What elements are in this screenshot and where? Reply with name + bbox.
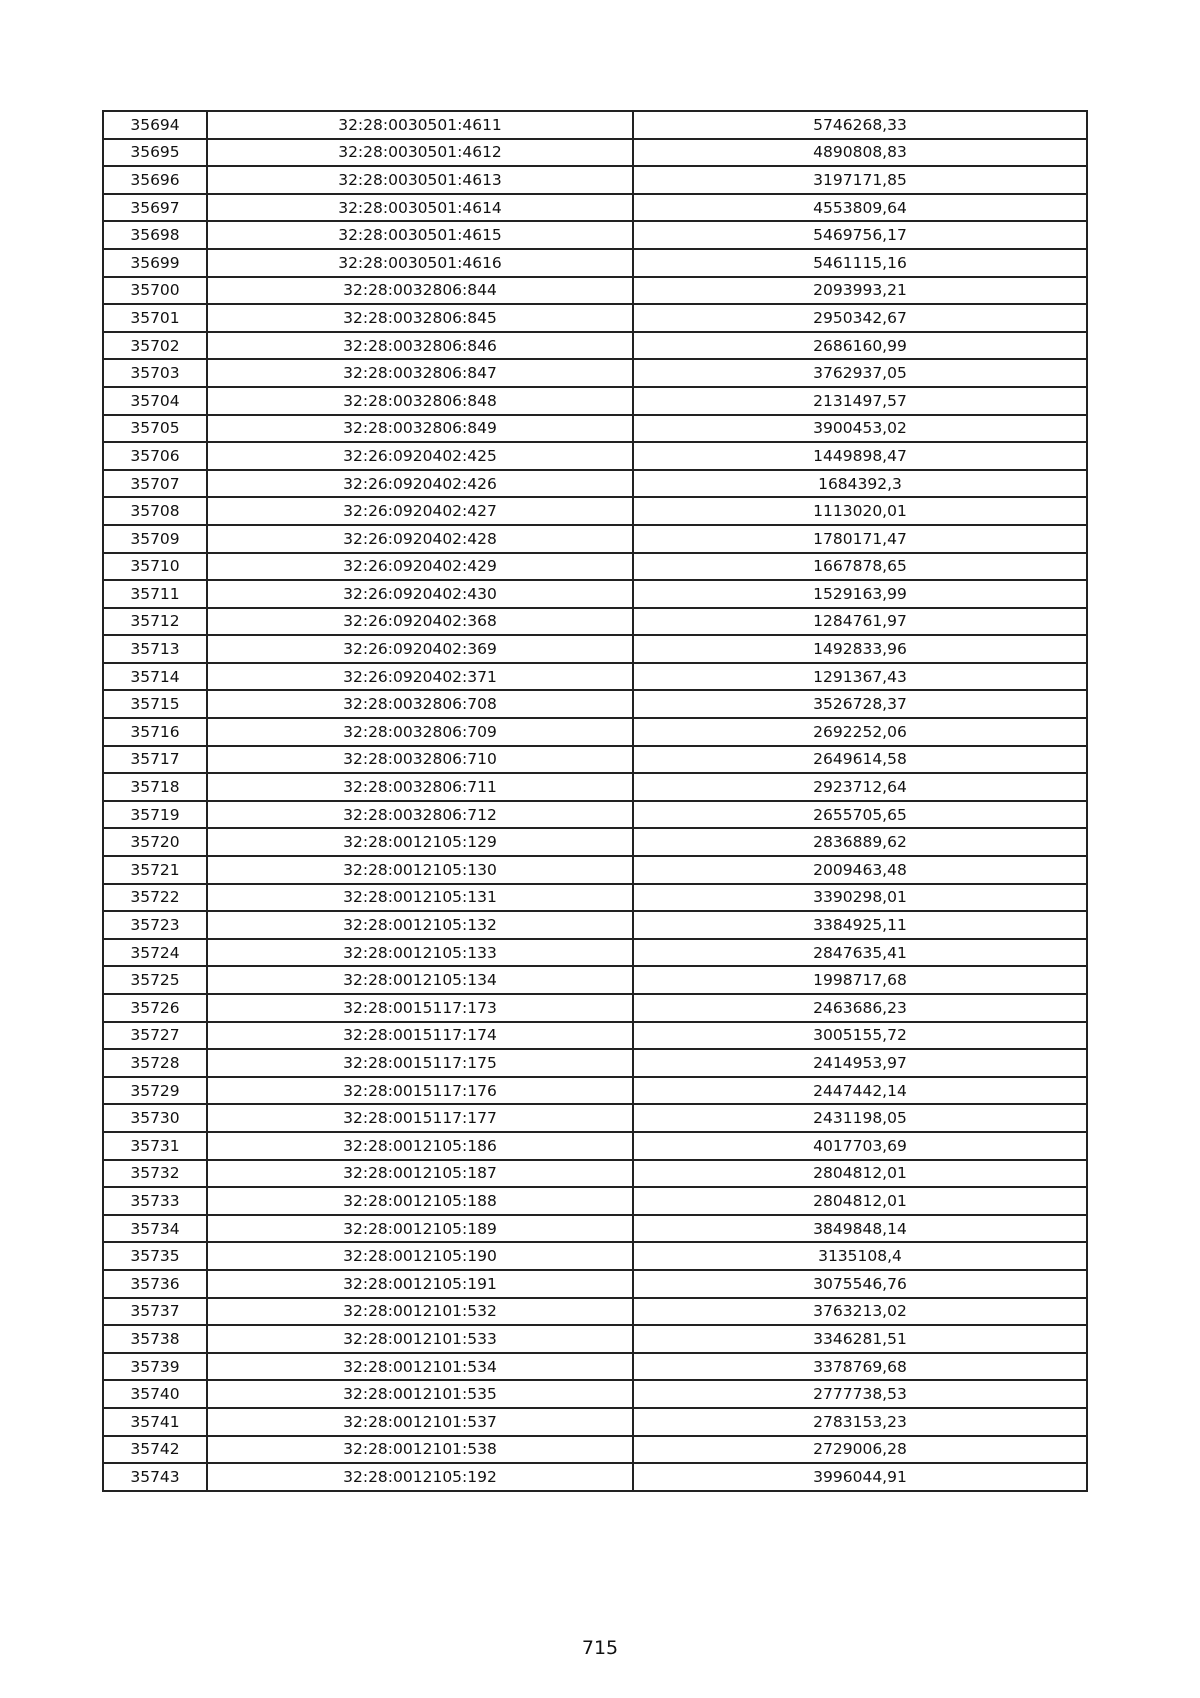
cadastral-value-cell: 2463686,23 — [633, 994, 1087, 1022]
cadastral-value-cell: 1284761,97 — [633, 608, 1087, 636]
table-row — [103, 746, 1087, 774]
cadastral-value-cell: 2093993,21 — [633, 277, 1087, 305]
cadastral-number-cell: 32:28:0030501:4614 — [207, 194, 633, 222]
cadastral-number-cell: 32:26:0920402:430 — [207, 580, 633, 608]
row-number-cell: 35708 — [103, 497, 207, 525]
row-number-cell: 35716 — [103, 718, 207, 746]
row-number-cell: 35730 — [103, 1104, 207, 1132]
table-row — [103, 553, 1087, 581]
table-row — [103, 1077, 1087, 1105]
row-number-cell: 35735 — [103, 1242, 207, 1270]
row-number-cell: 35741 — [103, 1408, 207, 1436]
table-row — [103, 442, 1087, 470]
cadastral-number-cell: 32:28:0032806:708 — [207, 690, 633, 718]
cadastral-value-cell: 2804812,01 — [633, 1160, 1087, 1188]
table-row — [103, 911, 1087, 939]
table-row — [103, 773, 1087, 801]
row-number-cell: 35700 — [103, 277, 207, 305]
cadastral-number-cell: 32:26:0920402:371 — [207, 663, 633, 691]
cadastral-number-cell: 32:26:0920402:425 — [207, 442, 633, 470]
row-number-cell: 35714 — [103, 663, 207, 691]
cadastral-number-cell: 32:28:0032806:710 — [207, 746, 633, 774]
table-row — [103, 939, 1087, 967]
row-number-cell: 35723 — [103, 911, 207, 939]
row-number-cell: 35709 — [103, 525, 207, 553]
row-number-cell: 35710 — [103, 553, 207, 581]
table-row — [103, 1380, 1087, 1408]
cadastral-number-cell: 32:28:0030501:4613 — [207, 166, 633, 194]
table-row — [103, 994, 1087, 1022]
table-row — [103, 525, 1087, 553]
table-row — [103, 387, 1087, 415]
table-row — [103, 1270, 1087, 1298]
cadastral-number-cell: 32:28:0032806:845 — [207, 304, 633, 332]
cadastral-number-cell: 32:28:0015117:176 — [207, 1077, 633, 1105]
cadastral-value-cell: 3996044,91 — [633, 1463, 1087, 1491]
row-number-cell: 35711 — [103, 580, 207, 608]
table-row — [103, 1463, 1087, 1491]
cadastral-value-cell: 3763213,02 — [633, 1298, 1087, 1326]
cadastral-value-cell: 2836889,62 — [633, 828, 1087, 856]
row-number-cell: 35697 — [103, 194, 207, 222]
cadastral-value-cell: 2923712,64 — [633, 773, 1087, 801]
table-row — [103, 884, 1087, 912]
cadastral-number-cell: 32:28:0030501:4616 — [207, 249, 633, 277]
cadastral-number-cell: 32:26:0920402:369 — [207, 635, 633, 663]
cadastral-number-cell: 32:28:0032806:849 — [207, 415, 633, 443]
row-number-cell: 35728 — [103, 1049, 207, 1077]
table-row — [103, 1022, 1087, 1050]
cadastral-value-cell: 1780171,47 — [633, 525, 1087, 553]
cadastral-number-cell: 32:28:0012105:186 — [207, 1132, 633, 1160]
cadastral-number-cell: 32:28:0012101:535 — [207, 1380, 633, 1408]
row-number-cell: 35719 — [103, 801, 207, 829]
row-number-cell: 35715 — [103, 690, 207, 718]
cadastral-number-cell: 32:28:0012105:187 — [207, 1160, 633, 1188]
cadastral-number-cell: 32:26:0920402:368 — [207, 608, 633, 636]
row-number-cell: 35724 — [103, 939, 207, 967]
cadastral-number-cell: 32:28:0012101:534 — [207, 1353, 633, 1381]
cadastral-number-cell: 32:26:0920402:427 — [207, 497, 633, 525]
cadastral-value-cell: 3346281,51 — [633, 1325, 1087, 1353]
cadastral-number-cell: 32:28:0012105:134 — [207, 966, 633, 994]
cadastral-number-cell: 32:28:0012105:133 — [207, 939, 633, 967]
cadastral-value-cell: 1529163,99 — [633, 580, 1087, 608]
page-number: 715 — [581, 1637, 619, 1659]
table-row — [103, 1160, 1087, 1188]
table-row — [103, 663, 1087, 691]
row-number-cell: 35737 — [103, 1298, 207, 1326]
cadastral-number-cell: 32:28:0012105:189 — [207, 1215, 633, 1243]
table-row — [103, 415, 1087, 443]
cadastral-value-cell: 3378769,68 — [633, 1353, 1087, 1381]
row-number-cell: 35733 — [103, 1187, 207, 1215]
cadastral-value-cell: 2692252,06 — [633, 718, 1087, 746]
cadastral-value-cell: 1113020,01 — [633, 497, 1087, 525]
cadastral-value-cell: 1998717,68 — [633, 966, 1087, 994]
row-number-cell: 35705 — [103, 415, 207, 443]
cadastral-number-cell: 32:26:0920402:426 — [207, 470, 633, 498]
row-number-cell: 35694 — [103, 111, 207, 139]
cadastral-number-cell: 32:28:0012105:130 — [207, 856, 633, 884]
table-row — [103, 497, 1087, 525]
table-row — [103, 221, 1087, 249]
cadastral-value-cell: 4553809,64 — [633, 194, 1087, 222]
cadastral-value-cell: 3005155,72 — [633, 1022, 1087, 1050]
row-number-cell: 35718 — [103, 773, 207, 801]
row-number-cell: 35704 — [103, 387, 207, 415]
cadastral-value-cell: 3197171,85 — [633, 166, 1087, 194]
cadastral-number-cell: 32:28:0032806:709 — [207, 718, 633, 746]
table-row — [103, 966, 1087, 994]
row-number-cell: 35702 — [103, 332, 207, 360]
table-row — [103, 1049, 1087, 1077]
cadastral-value-cell: 3075546,76 — [633, 1270, 1087, 1298]
cadastral-value-cell: 2804812,01 — [633, 1187, 1087, 1215]
cadastral-number-cell: 32:28:0012101:538 — [207, 1436, 633, 1464]
table-row — [103, 359, 1087, 387]
cadastral-value-cell: 2847635,41 — [633, 939, 1087, 967]
table-row — [103, 856, 1087, 884]
table-row — [103, 470, 1087, 498]
table-row — [103, 1104, 1087, 1132]
cadastral-value-cell: 3526728,37 — [633, 690, 1087, 718]
table-row — [103, 1408, 1087, 1436]
table-row — [103, 1215, 1087, 1243]
cadastral-number-cell: 32:28:0032806:844 — [207, 277, 633, 305]
table-row — [103, 277, 1087, 305]
row-number-cell: 35701 — [103, 304, 207, 332]
table-row — [103, 608, 1087, 636]
row-number-cell: 35721 — [103, 856, 207, 884]
row-number-cell: 35740 — [103, 1380, 207, 1408]
table-row — [103, 801, 1087, 829]
row-number-cell: 35738 — [103, 1325, 207, 1353]
cadastral-value-cell: 3762937,05 — [633, 359, 1087, 387]
row-number-cell: 35742 — [103, 1436, 207, 1464]
cadastral-number-cell: 32:28:0032806:846 — [207, 332, 633, 360]
cadastral-value-cell: 2131497,57 — [633, 387, 1087, 415]
cadastral-value-cell: 1684392,3 — [633, 470, 1087, 498]
cadastral-value-cell: 4017703,69 — [633, 1132, 1087, 1160]
cadastral-value-cell: 2729006,28 — [633, 1436, 1087, 1464]
cadastral-value-cell: 2686160,99 — [633, 332, 1087, 360]
cadastral-number-cell: 32:28:0032806:847 — [207, 359, 633, 387]
table-row — [103, 1242, 1087, 1270]
table-row — [103, 1436, 1087, 1464]
cadastral-number-cell: 32:28:0030501:4612 — [207, 139, 633, 167]
row-number-cell: 35729 — [103, 1077, 207, 1105]
cadastral-number-cell: 32:28:0012105:131 — [207, 884, 633, 912]
cadastral-value-cell: 3900453,02 — [633, 415, 1087, 443]
cadastral-value-cell: 2777738,53 — [633, 1380, 1087, 1408]
cadastral-number-cell: 32:28:0030501:4611 — [207, 111, 633, 139]
cadastral-value-cell: 5469756,17 — [633, 221, 1087, 249]
row-number-cell: 35739 — [103, 1353, 207, 1381]
cadastral-number-cell: 32:28:0030501:4615 — [207, 221, 633, 249]
cadastral-value-cell: 1291367,43 — [633, 663, 1087, 691]
row-number-cell: 35732 — [103, 1160, 207, 1188]
cadastral-number-cell: 32:28:0032806:711 — [207, 773, 633, 801]
row-number-cell: 35699 — [103, 249, 207, 277]
table-row — [103, 1353, 1087, 1381]
row-number-cell: 35720 — [103, 828, 207, 856]
cadastral-number-cell: 32:28:0015117:175 — [207, 1049, 633, 1077]
table-row — [103, 249, 1087, 277]
cadastral-number-cell: 32:28:0012105:190 — [207, 1242, 633, 1270]
cadastral-value-cell: 5746268,33 — [633, 111, 1087, 139]
cadastral-number-cell: 32:28:0012101:537 — [207, 1408, 633, 1436]
row-number-cell: 35722 — [103, 884, 207, 912]
cadastral-number-cell: 32:28:0012101:532 — [207, 1298, 633, 1326]
cadastral-value-cell: 2950342,67 — [633, 304, 1087, 332]
table-row — [103, 580, 1087, 608]
cadastral-number-cell: 32:28:0012105:192 — [207, 1463, 633, 1491]
table-row — [103, 828, 1087, 856]
cadastral-value-cell: 2447442,14 — [633, 1077, 1087, 1105]
table-body — [103, 111, 1087, 1491]
table-row — [103, 332, 1087, 360]
cadastral-number-cell: 32:28:0012105:132 — [207, 911, 633, 939]
cadastral-number-cell: 32:28:0015117:173 — [207, 994, 633, 1022]
table-row — [103, 635, 1087, 663]
cadastral-number-cell: 32:28:0032806:848 — [207, 387, 633, 415]
cadastral-value-cell: 2431198,05 — [633, 1104, 1087, 1132]
cadastral-value-cell: 2649614,58 — [633, 746, 1087, 774]
row-number-cell: 35706 — [103, 442, 207, 470]
table-row — [103, 1325, 1087, 1353]
row-number-cell: 35736 — [103, 1270, 207, 1298]
row-number-cell: 35695 — [103, 139, 207, 167]
row-number-cell: 35717 — [103, 746, 207, 774]
table-row — [103, 718, 1087, 746]
table-row — [103, 194, 1087, 222]
table-row — [103, 111, 1087, 139]
cadastral-value-cell: 3384925,11 — [633, 911, 1087, 939]
row-number-cell: 35726 — [103, 994, 207, 1022]
row-number-cell: 35725 — [103, 966, 207, 994]
row-number-cell: 35713 — [103, 635, 207, 663]
cadastral-value-cell: 3135108,4 — [633, 1242, 1087, 1270]
cadastral-number-cell: 32:26:0920402:428 — [207, 525, 633, 553]
cadastral-value-cell: 3849848,14 — [633, 1215, 1087, 1243]
row-number-cell: 35743 — [103, 1463, 207, 1491]
row-number-cell: 35731 — [103, 1132, 207, 1160]
table-row — [103, 1132, 1087, 1160]
cadastral-number-cell: 32:28:0032806:712 — [207, 801, 633, 829]
cadastral-value-cell: 1667878,65 — [633, 553, 1087, 581]
cadastral-value-table — [102, 110, 1088, 1492]
cadastral-value-cell: 2783153,23 — [633, 1408, 1087, 1436]
row-number-cell: 35727 — [103, 1022, 207, 1050]
row-number-cell: 35734 — [103, 1215, 207, 1243]
cadastral-value-cell: 2655705,65 — [633, 801, 1087, 829]
cadastral-number-cell: 32:28:0015117:174 — [207, 1022, 633, 1050]
cadastral-value-cell: 2414953,97 — [633, 1049, 1087, 1077]
row-number-cell: 35712 — [103, 608, 207, 636]
cadastral-value-cell: 1492833,96 — [633, 635, 1087, 663]
cadastral-value-cell: 4890808,83 — [633, 139, 1087, 167]
cadastral-number-cell: 32:28:0012101:533 — [207, 1325, 633, 1353]
table-row — [103, 139, 1087, 167]
table-row — [103, 690, 1087, 718]
cadastral-value-cell: 5461115,16 — [633, 249, 1087, 277]
table-row — [103, 1298, 1087, 1326]
row-number-cell: 35696 — [103, 166, 207, 194]
cadastral-value-cell: 1449898,47 — [633, 442, 1087, 470]
cadastral-number-cell: 32:28:0015117:177 — [207, 1104, 633, 1132]
cadastral-number-cell: 32:28:0012105:188 — [207, 1187, 633, 1215]
row-number-cell: 35698 — [103, 221, 207, 249]
row-number-cell: 35703 — [103, 359, 207, 387]
table-row — [103, 1187, 1087, 1215]
table-row — [103, 304, 1087, 332]
cadastral-number-cell: 32:26:0920402:429 — [207, 553, 633, 581]
cadastral-number-cell: 32:28:0012105:191 — [207, 1270, 633, 1298]
cadastral-number-cell: 32:28:0012105:129 — [207, 828, 633, 856]
cadastral-value-cell: 3390298,01 — [633, 884, 1087, 912]
row-number-cell: 35707 — [103, 470, 207, 498]
cadastral-value-cell: 2009463,48 — [633, 856, 1087, 884]
table-row — [103, 166, 1087, 194]
